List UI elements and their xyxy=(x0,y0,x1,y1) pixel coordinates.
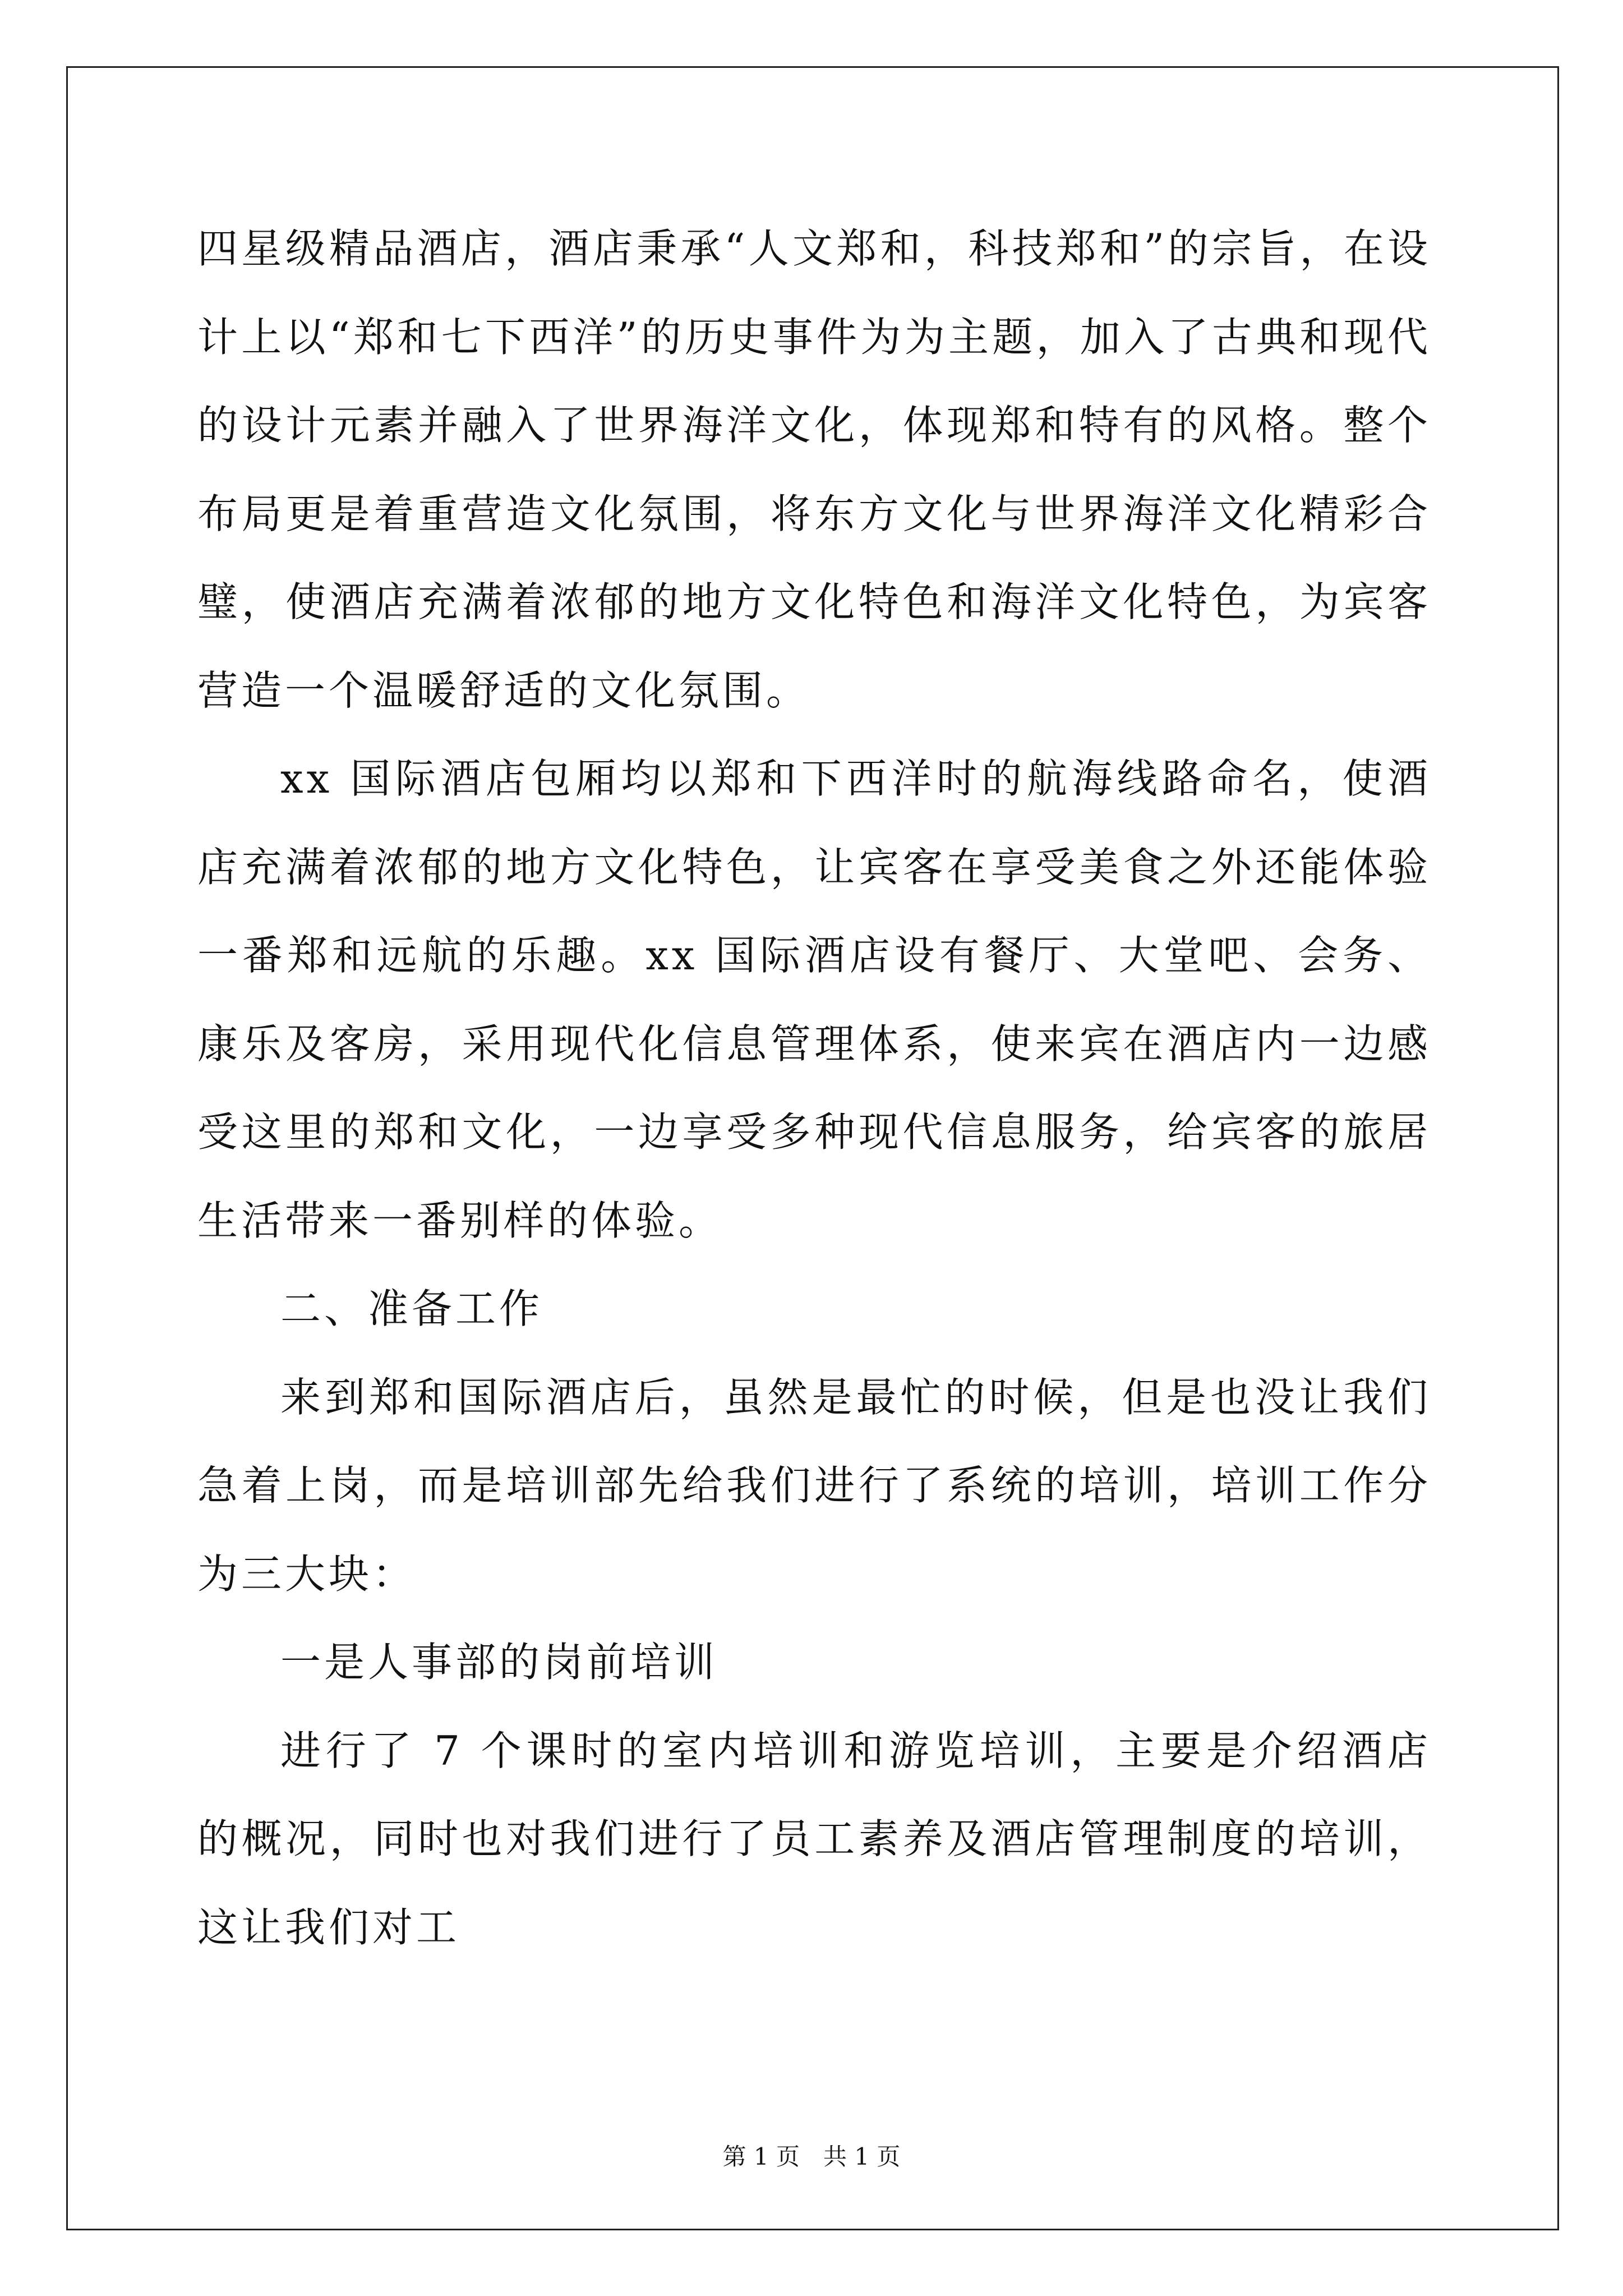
paragraph-training-details: 进行了 7 个课时的室内培训和游览培训，主要是介绍酒店的概况，同时也对我们进行了员工素养及酒店管理制度的培训，这让我们对工 xyxy=(197,1727,1431,1951)
page-footer xyxy=(0,2140,1623,2174)
page-number-total: 共 1 页 xyxy=(823,2143,901,2170)
document-body xyxy=(197,205,1431,1972)
paragraph-training-overview: 来到郑和国际酒店后，虽然是最忙的时候，但是也没让我们急着上岗，而是培训部先给我们进行了系统的培训，培训工作分为三大块： xyxy=(197,1373,1431,1598)
subheading-hr-training: 一是人事部的岗前培训 xyxy=(280,1639,718,1686)
page-number-current: 第 1 页 xyxy=(722,2143,800,2170)
paragraph-hotel-intro: 四星级精品酒店，酒店秉承“人文郑和，科技郑和”的宗旨，在设计上以“郑和七下西洋”的历史事件为为主题，加入了古典和现代的设计元素并融入了世界海洋文化，体现郑和特有的风格。整个布局更是着重营造文化氛围，将东方文化与世界海洋文化精彩合璧，使酒店充满着浓郁的地方文化特色和海洋文化特色，为宾客营造一个温暖舒适的文化氛围。 xyxy=(197,225,1431,714)
paragraph-hotel-rooms: xx 国际酒店包厢均以郑和下西洋时的航海线路命名，使酒店充满着浓郁的地方文化特色，让宾客在享受美食之外还能体验一番郑和远航的乐趣。xx 国际酒店设有餐厅、大堂吧、会务、康乐及客房，采用现代化信息管理体系，使来宾在酒店内一边感受这里的郑和文化，一边享受多种现代信息服务，给宾客的旅居生活带来一番别样的体验。 xyxy=(197,755,1431,1244)
section-heading-preparation: 二、准备工作 xyxy=(280,1285,543,1332)
